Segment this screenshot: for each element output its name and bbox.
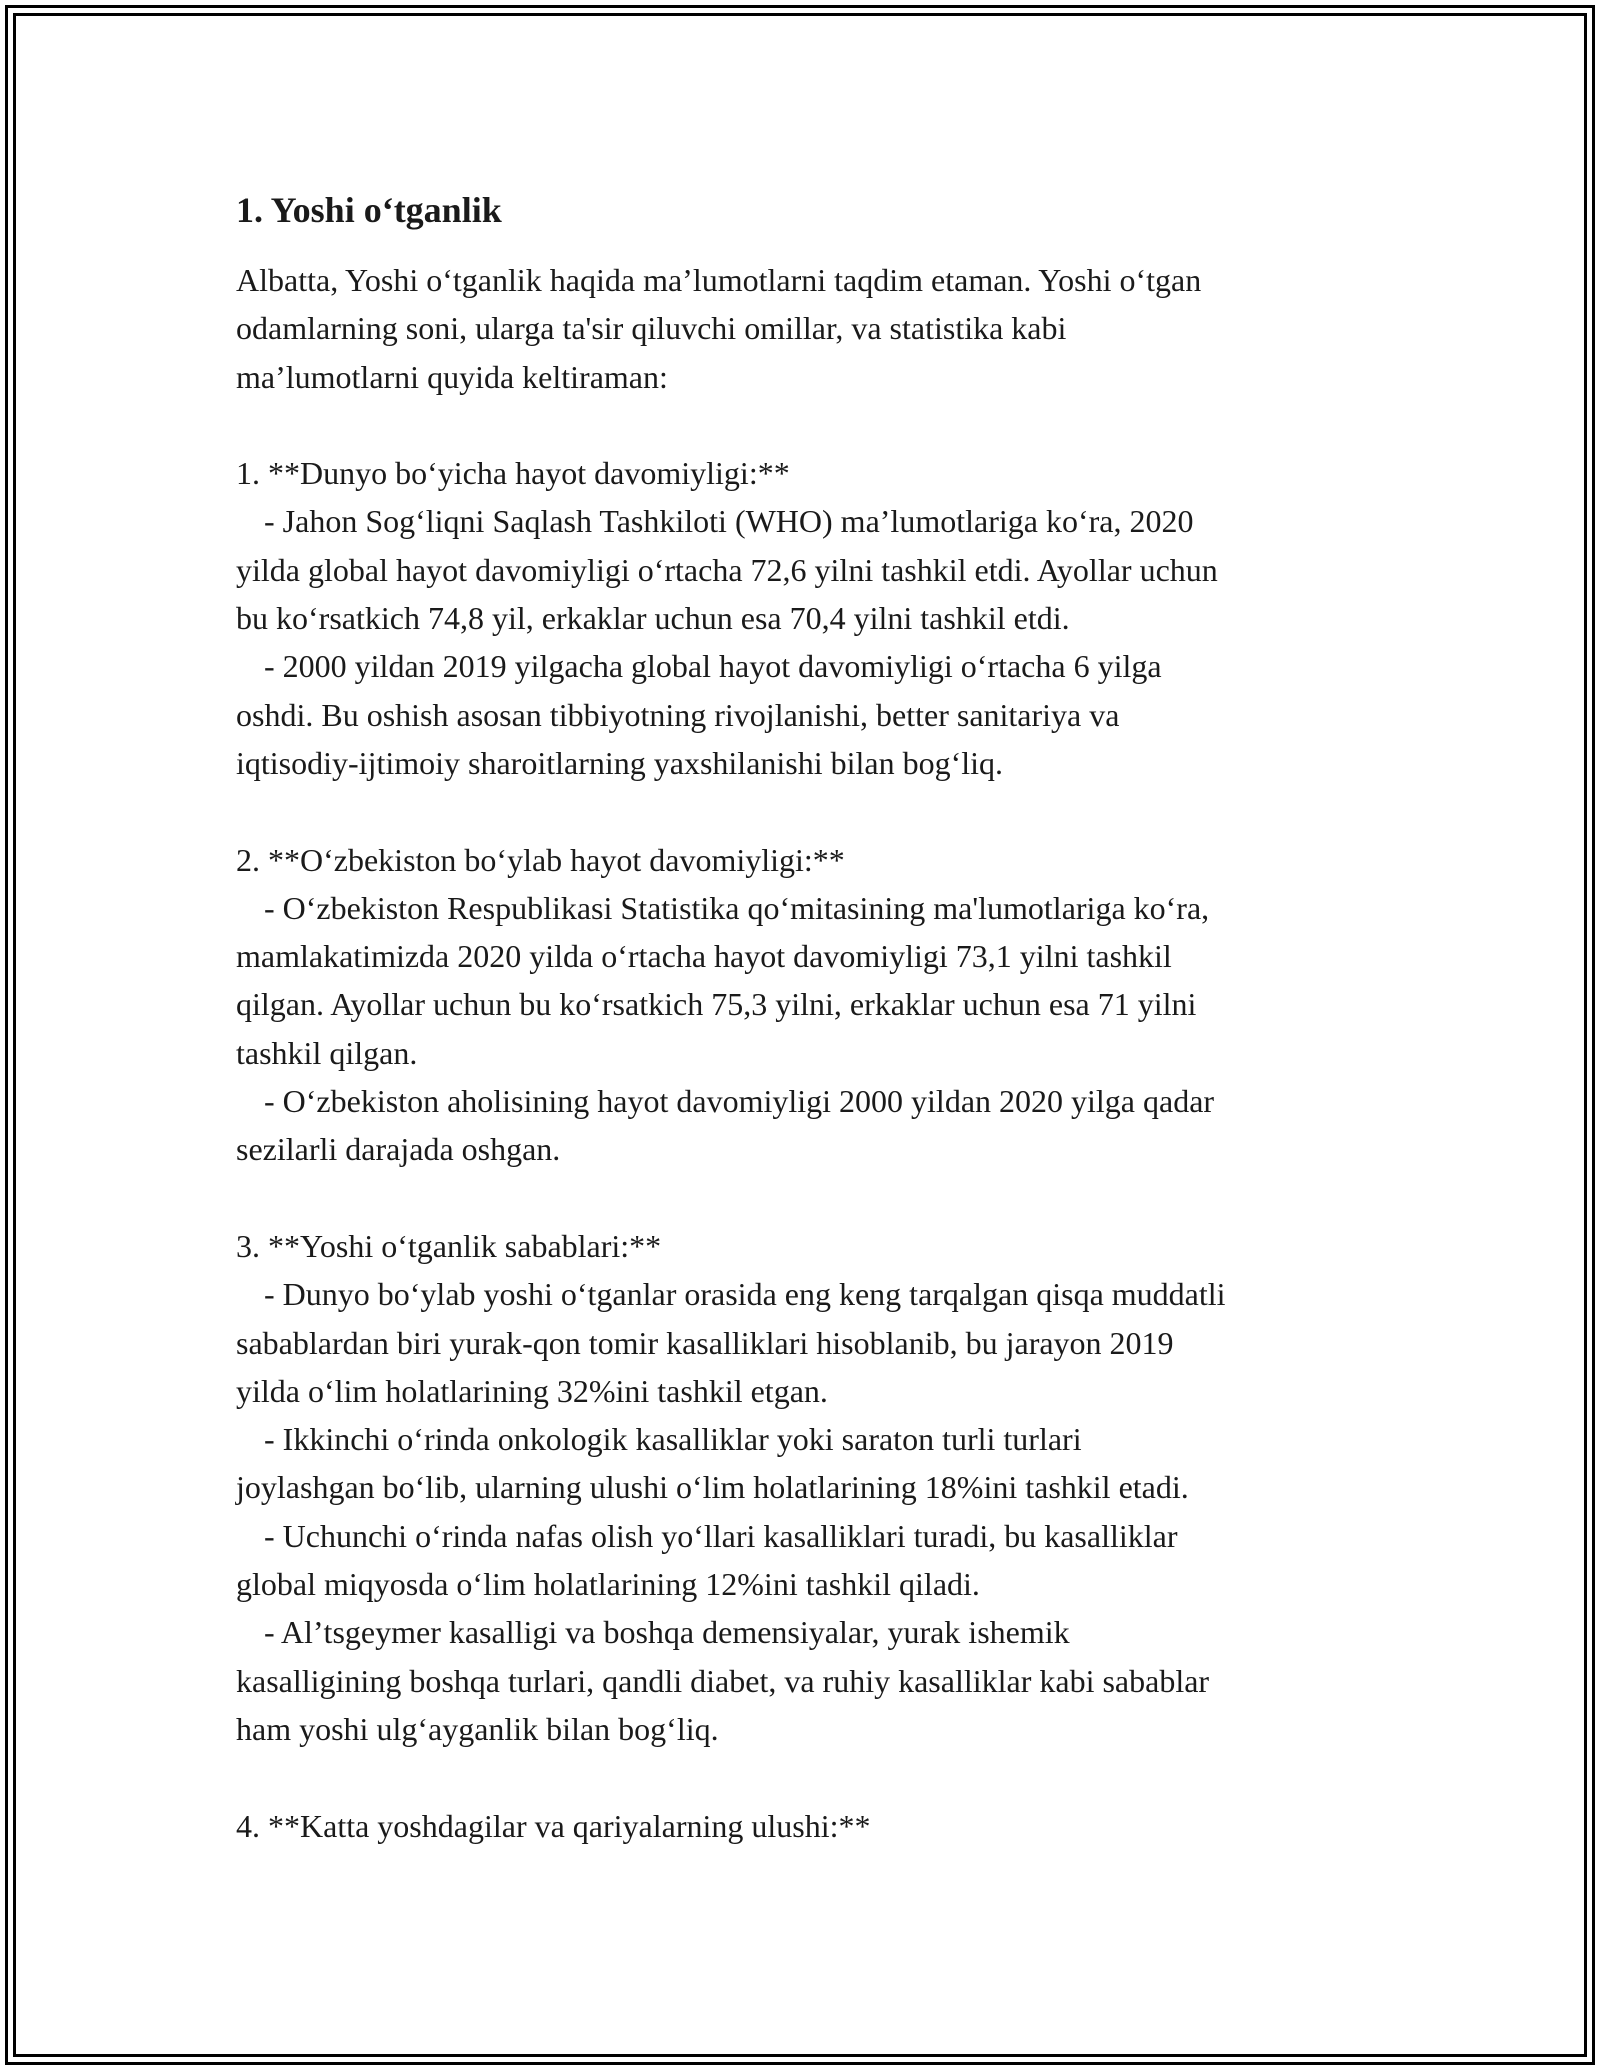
- section-4-heading: 4. **Katta yoshdagilar va qariyalarning ulushi:**: [236, 1807, 871, 1844]
- text-line: Albatta, Yoshi oʻtganlik haqida maʼlumotlarni taqdim etaman. Yoshi oʻtgan: [236, 262, 1202, 298]
- section-1-heading: 1. **Dunyo boʻyicha hayot davomiyligi:**: [236, 455, 790, 492]
- text-line: - Dunyo boʻylab yoshi oʻtganlar orasida eng keng tarqalgan qisqa muddatli: [264, 1276, 1226, 1313]
- section-3-heading: 3. **Yoshi oʻtganlik sabablari:**: [236, 1227, 662, 1264]
- text-line: global miqyosda oʻlim holatlarining 12%ini tashkil qiladi.: [236, 1566, 980, 1603]
- text-line: maʼlumotlarni quyida keltiraman:: [236, 358, 668, 395]
- document-page: [236, 186, 1416, 1850]
- text-line: oshdi. Bu oshish asosan tibbiyotning rivojlanishi, better sanitariya va: [236, 696, 1120, 733]
- section-4: [236, 1802, 1416, 1850]
- text-line: ham yoshi ulgʻayganlik bilan bogʻliq.: [236, 1710, 719, 1747]
- text-line: - Alʼtsgeymer kasalligi va boshqa demensiyalar, yurak ishemik: [264, 1614, 1070, 1651]
- text-line: - Oʻzbekiston aholisining hayot davomiyligi 2000 yildan 2020 yilga qadar: [264, 1083, 1215, 1120]
- section-1: [236, 449, 1416, 787]
- text-line: tashkil qilgan.: [236, 1034, 418, 1071]
- text-line: - 2000 yildan 2019 yilgacha global hayot davomiyligi oʻrtacha 6 yilga: [264, 648, 1162, 685]
- text-line: - Oʻzbekiston Respublikasi Statistika qoʻmitasining ma'lumotlariga koʻra,: [264, 889, 1210, 926]
- document-title: 1. Yoshi oʻtganlik: [236, 190, 502, 230]
- text-line: bu koʻrsatkich 74,8 yil, erkaklar uchun esa 70,4 yilni tashkil etdi.: [236, 600, 1070, 637]
- text-line: sezilarli darajada oshgan.: [236, 1131, 561, 1168]
- text-line: mamlakatimizda 2020 yilda oʻrtacha hayot davomiyligi 73,1 yilni tashkil: [236, 938, 1172, 975]
- text-line: sabablardan biri yurak-qon tomir kasalliklari hisoblanib, bu jarayon 2019: [236, 1324, 1174, 1361]
- text-line: - Uchunchi oʻrinda nafas olish yoʻllari kasalliklari turadi, bu kasalliklar: [264, 1517, 1178, 1554]
- text-line: yilda oʻlim holatlarining 32%ini tashkil etgan.: [236, 1372, 828, 1409]
- section-2: [236, 836, 1416, 1174]
- text-line: - Jahon Sogʻliqni Saqlash Tashkiloti (WHO) maʼlumotlariga koʻra, 2020: [264, 503, 1194, 540]
- text-line: - Ikkinchi oʻrinda onkologik kasalliklar yoki saraton turli turlari: [264, 1421, 1082, 1458]
- text-line: yilda global hayot davomiyligi oʻrtacha 72,6 yilni tashkil etdi. Ayollar uchun: [236, 551, 1218, 588]
- text-line: joylashgan boʻlib, ularning ulushi oʻlim holatlarining 18%ini tashkil etadi.: [236, 1469, 1189, 1506]
- section-3: [236, 1222, 1416, 1753]
- text-line: qilgan. Ayollar uchun bu koʻrsatkich 75,3 yilni, erkaklar uchun esa 71 yilni: [236, 986, 1197, 1023]
- text-line: iqtisodiy-ijtimoiy sharoitlarning yaxshilanishi bilan bogʻliq.: [236, 744, 1004, 781]
- text-line: odamlarning soni, ularga ta'sir qiluvchi omillar, va statistika kabi: [236, 310, 1067, 347]
- intro-paragraph: [236, 256, 1416, 401]
- section-2-heading: 2. **Oʻzbekiston boʻylab hayot davomiyligi:**: [236, 841, 845, 878]
- text-line: kasalligining boshqa turlari, qandli diabet, va ruhiy kasalliklar kabi sabablar: [236, 1662, 1210, 1699]
